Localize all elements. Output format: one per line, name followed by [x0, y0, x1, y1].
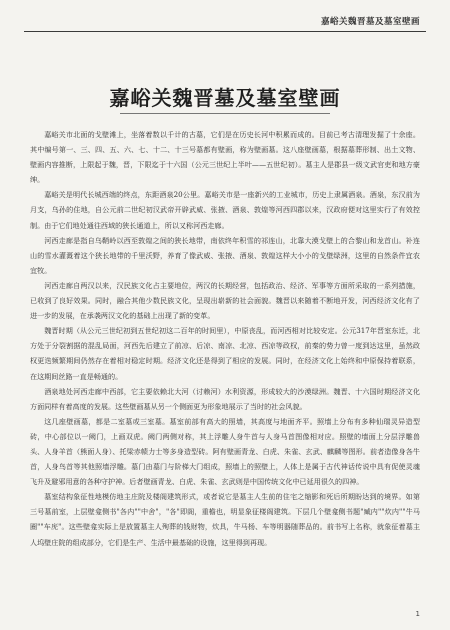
paragraph: 嘉峪关市北面的戈壁滩上，坐落着数以千计的古墓，它们是在历史长河中积累而成的。目前已考古清理发掘了十余座。其中编号第一、三、四、五、六、七、十二、十三号墓都有壁画，称为壁画墓。这八座壁画墓，根据墓葬形制、出土文物、壁画内容推断，上限起于魏，晋，下限迄于十六国（公元三世纪上半叶——五世纪初）。墓主人是郡县一级文武官吏和地方豪绅。	[30, 130, 420, 185]
article-body	[30, 127, 420, 550]
paragraph: 河西走廊是指自乌鞘岭以西至敦煌之间的狭长地带，南依终年积雪的祁连山，北靠大漠戈壁上的合黎山和龙首山。补连山的雪水灌溉着这个狭长地带的千里沃野，养育了像武威、张掖、酒泉、敦煌这样大小小的戈壁绿洲，这里的自然条件宜农宜牧。	[30, 235, 420, 275]
paragraph: 墓室结构象征性地模仿地主庄院及楼阁建筑形式，或者说它是墓主人生前的住宅之缩影和死后所期盼达到的境界。如第三号墓前室，上层壁龛侧书"各内""中舍"，"各"即阁，重檐也，明显象征楼阁建筑。下层几个壁龛侧书题"臧内""炊内""牛马圈""车庑"。这些壁龛实际上是放置墓主人殉葬的钱财物，炊具，牛马杨、车等明器随葬品的。前书写上名称，就象征着墓主人坞壁庄院的组成部分，它们是生产、生活中最基础的设施，这里得到再现。	[30, 492, 420, 547]
paragraph: 酒泉地处河西走廊中西部，它主要依赖北大河（讨赖河）水利资源，形成较大的沙漠绿洲。魏晋、十六国时期经济文化方面同样有着高度的发展。这些壁画墓从另一个侧面更为形象地展示了当时的社会风貌。	[30, 386, 420, 411]
paragraph: 这几座壁画墓，都是二室墓或三室墓。墓室前部有高大的照墙，其高度与地面齐平。照墙上分布有多种仙瑞灵异造型砖，中心部位以一阙门，上画双虎。阙门两侧对称，其上浮雕人身牛首与人身马首图像相对应。照壁的墙面上分层浮雕兽头、人身羊首（熊面人身）、托梁赤帻力士等多身造型砖。阿有壁画青龙、白虎、朱雀、玄武、麒麟等图形。前者造像身各牛首，人身鸟首等其他照墙浮雕。墓门由墓门与阶梯大门组成，照墙上的照壁上，人体上是属于古代神话传说中具有促使灵魂飞升及避邪用意的各种守护神。后者壁画青龙、白虎、朱雀、玄武则是中国传统文化中已延用很久的四神。	[30, 416, 420, 487]
page-number: 1	[415, 610, 420, 618]
running-header: 嘉峪关魏晋墓及墓室壁画	[320, 17, 420, 27]
header-rule	[24, 31, 426, 32]
title-underline	[120, 113, 330, 114]
paragraph: 魏晋时期（从公元三世纪初到五世纪初这二百年的时间里），中原丧乱，而河西相对比较安定。公元317年晋室东迁，北方处于分裂割据的混乱局面，河西先后建立了前凉、后凉、南凉、北凉、西凉等政权，前秦的势力曾一度到达这里，虽然政权更迭频繁期间仍然存在着相对稳定时期。经济文化还是得到了相应的发展。同时，在经济文化上始终和中原保持着联系，在这期间丝路一直是畅通的。	[30, 326, 420, 381]
paragraph: 嘉峪关是明代长城西端的终点，东距酒泉20公里。嘉峪关市是一座新兴的工业城市，历史上隶属酒泉。酒泉，东汉前为月支，乌孙的住地，自公元前二世纪初汉武帝开辟武威、张掖、酒泉、敦煌等河西四郡以来，汉政府便对这里实行了有效控制。由于它们地处通往西域的狭长通道上，所以又称河西走廊。	[30, 190, 420, 230]
paragraph: 河西走廊自两汉以来，汉民族文化占主要地位，两汉的长期经营，包括政治、经济、军事等方面所采取的一系列措施，已收到了良好效果。同时，融合其他少数民族文化，呈现出崭新的社会面貌。魏晋以来随着不断地开发，河西经济文化有了进一步的发展，在承袭两汉文化的基础上出现了新的变革。	[30, 280, 420, 321]
article-title: 嘉峪关魏晋墓及墓室壁画	[109, 86, 341, 110]
